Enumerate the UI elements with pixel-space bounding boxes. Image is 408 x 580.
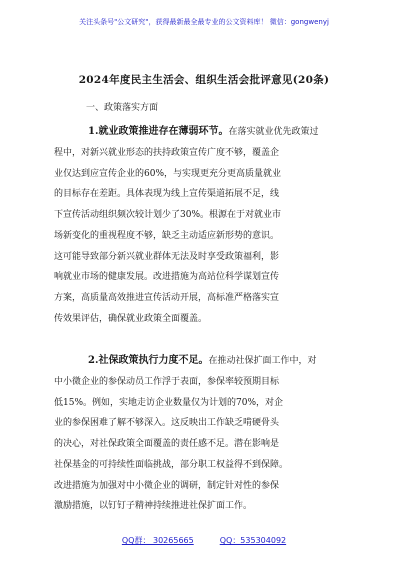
- item-lead: 1.就业政策推进存在薄弱环节。: [88, 126, 229, 137]
- paragraph-line: 场新变化的重视程度不够，缺乏主动适应新形势的意识。: [54, 230, 280, 241]
- paragraph-item-2: [54, 351, 360, 517]
- paragraph-line: 传效果评估，确保就业政策全面覆盖。: [54, 313, 208, 324]
- footer-contacts: [0, 535, 408, 546]
- paragraph-line: 方案，高质量高效推进宣传活动开展，高标准严格落实宣: [54, 293, 280, 303]
- paragraph-line: 低15%。例如，实地走访企业数量仅为计划的70%，对企: [54, 397, 284, 408]
- paragraph-line: 激励措施，以钉钉子精神持续推进社保扩面工作。: [54, 501, 253, 512]
- line-text: 在落实就业优先政策过: [228, 127, 319, 137]
- paragraph-item-1: [54, 122, 360, 330]
- paragraph-line: 的决心，对社保政策全面覆盖的责任感不足。潜在影响是: [54, 439, 280, 449]
- footer-qq: QQ：535304092: [219, 536, 287, 545]
- paragraph-line: [54, 122, 360, 143]
- paragraph-line: [54, 351, 360, 372]
- header-banner: 关注头条号"公文研究"，获得最新最全最专业的公文资料库！ 微信：gongwenyj: [79, 18, 329, 26]
- paragraph-line: 改进措施为加强对中小微企业的调研，制定针对性的参保: [54, 480, 280, 491]
- paragraph-line: 程中，对新兴就业形态的扶持政策宣传广度不够，覆盖企: [54, 147, 280, 158]
- line-text: 在推动社保扩面工作中，对: [208, 356, 317, 366]
- paragraph-line: 业的参保困难了解不够深入。这反映出工作缺乏啃硬骨头: [54, 418, 280, 429]
- section-heading: 一、政策落实方面: [86, 103, 159, 113]
- paragraph-line: 的目标存在差距。具体表现为线上宣传渠道拓展不足，线: [54, 189, 280, 200]
- paragraph-line: 响就业市场的健康发展。改进措施为高站位科学谋划宣传: [54, 272, 280, 283]
- document-title: 2024年度民主生活会、组织生活会批评意见(20条): [78, 74, 330, 86]
- paragraph-line: 业仅达到应宣传企业的60%，与实现更充分更高质量就业: [54, 168, 282, 179]
- paragraph-line: 这可能导致部分新兴就业群体无法及时享受政策福利，影: [54, 251, 280, 262]
- item-lead: 2.社保政策执行力度不足。: [88, 355, 209, 366]
- footer-qq-group: QQ群： 30265665: [121, 536, 194, 545]
- paragraph-line: 下宣传活动组织频次较计划少了30%。根源在于对就业市: [54, 210, 282, 220]
- paragraph-line: 中小微企业的参保动员工作浮于表面，参保率较预期目标: [54, 376, 280, 387]
- paragraph-line: 社保基金的可持续性面临挑战，部分职工权益得不到保障。: [54, 459, 289, 470]
